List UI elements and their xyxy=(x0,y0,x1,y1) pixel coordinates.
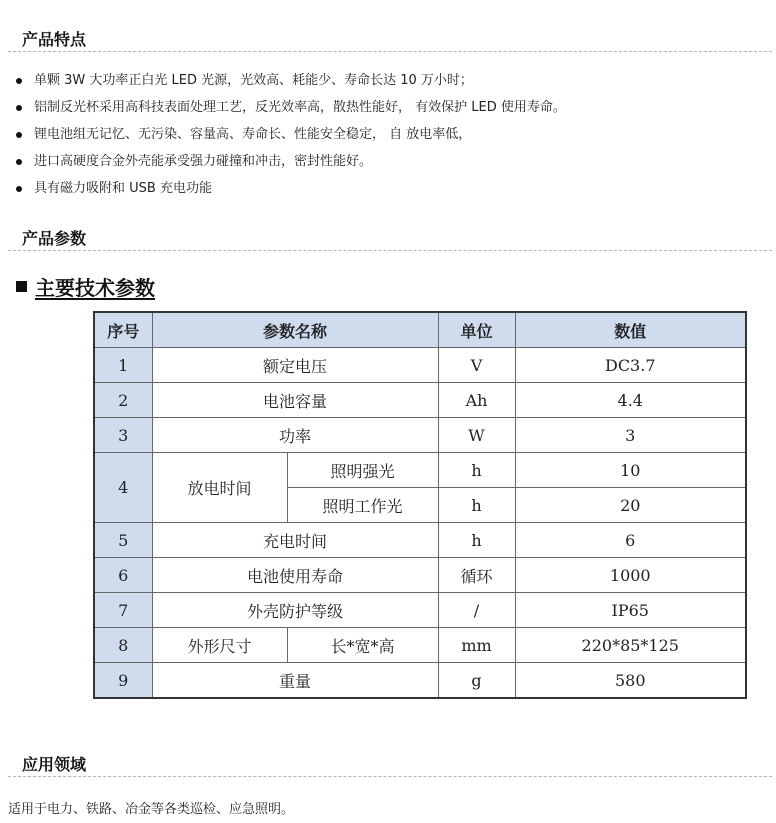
row-name: 功率 xyxy=(152,418,438,453)
bullet-icon xyxy=(16,159,22,165)
table-row xyxy=(94,348,746,383)
header-name: 参数名称 xyxy=(152,312,438,348)
row-unit: / xyxy=(438,593,515,628)
row-unit: W xyxy=(438,418,515,453)
bullet-icon xyxy=(16,132,22,138)
table-header-row xyxy=(94,312,746,348)
features-section-title: 产品特点 xyxy=(22,30,87,49)
row-name: 外形尺寸 xyxy=(152,628,287,663)
table-row xyxy=(94,628,746,663)
table-row xyxy=(94,593,746,628)
application-section-title: 应用领域 xyxy=(22,755,87,774)
feature-item: 具有磁力吸附和 USB 充电功能 xyxy=(10,178,566,205)
table-row xyxy=(94,383,746,418)
bullet-icon xyxy=(16,105,22,111)
row-name: 额定电压 xyxy=(152,348,438,383)
feature-item: 进口高硬度合金外壳能承受强力碰撞和冲击，密封性能好。 xyxy=(10,151,566,178)
row-name: 电池容量 xyxy=(152,383,438,418)
row-value: 3 xyxy=(515,418,746,453)
header-value: 数值 xyxy=(515,312,746,348)
row-unit: mm xyxy=(438,628,515,663)
spec-table xyxy=(93,311,747,699)
square-bullet-icon xyxy=(16,281,27,292)
row-name: 外壳防护等级 xyxy=(152,593,438,628)
row-name: 充电时间 xyxy=(152,523,438,558)
row-value: 1000 xyxy=(515,558,746,593)
row-unit: g xyxy=(438,663,515,699)
table-row xyxy=(94,663,746,699)
feature-item: 锂电池组无记忆、无污染、容量高、寿命长、性能安全稳定， 自 放电率低， xyxy=(10,124,566,151)
section-divider xyxy=(8,250,772,251)
row-value: 20 xyxy=(515,488,746,523)
row-value: IP65 xyxy=(515,593,746,628)
row-index: 7 xyxy=(94,593,152,628)
row-unit: h xyxy=(438,453,515,488)
row-index: 8 xyxy=(94,628,152,663)
row-value: 6 xyxy=(515,523,746,558)
row-index: 4 xyxy=(94,453,152,523)
row-index: 5 xyxy=(94,523,152,558)
row-unit: 循环 xyxy=(438,558,515,593)
row-unit: h xyxy=(438,523,515,558)
bullet-icon xyxy=(16,78,22,84)
row-value: 220*85*125 xyxy=(515,628,746,663)
row-index: 1 xyxy=(94,348,152,383)
bullet-icon xyxy=(16,186,22,192)
row-subname: 照明工作光 xyxy=(287,488,438,523)
feature-item: 铝制反光杯采用高科技表面处理工艺，反光效率高，散热性能好， 有效保护 LED 使用寿命。 xyxy=(10,97,566,124)
row-unit: V xyxy=(438,348,515,383)
application-text: 适用于电力、铁路、冶金等各类巡检、应急照明。 xyxy=(8,802,295,817)
row-value: 580 xyxy=(515,663,746,699)
row-unit: Ah xyxy=(438,383,515,418)
features-list xyxy=(10,70,566,205)
row-index: 2 xyxy=(94,383,152,418)
row-index: 3 xyxy=(94,418,152,453)
row-index: 6 xyxy=(94,558,152,593)
section-divider xyxy=(8,776,772,777)
header-index: 序号 xyxy=(94,312,152,348)
row-name: 重量 xyxy=(152,663,438,699)
row-value: DC3.7 xyxy=(515,348,746,383)
row-subname: 长*宽*高 xyxy=(287,628,438,663)
section-divider xyxy=(8,51,772,52)
feature-item: 单颗 3W 大功率正白光 LED 光源，光效高、耗能少、寿命长达 10 万小时； xyxy=(10,70,566,97)
header-unit: 单位 xyxy=(438,312,515,348)
spec-heading: 主要技术参数 xyxy=(16,272,155,301)
table-row xyxy=(94,523,746,558)
table-row xyxy=(94,418,746,453)
params-section-title: 产品参数 xyxy=(22,229,87,248)
row-index: 9 xyxy=(94,663,152,699)
row-name: 电池使用寿命 xyxy=(152,558,438,593)
table-row xyxy=(94,453,746,488)
row-name: 放电时间 xyxy=(152,453,287,523)
row-subname: 照明强光 xyxy=(287,453,438,488)
table-row xyxy=(94,558,746,593)
row-value: 4.4 xyxy=(515,383,746,418)
row-unit: h xyxy=(438,488,515,523)
row-value: 10 xyxy=(515,453,746,488)
